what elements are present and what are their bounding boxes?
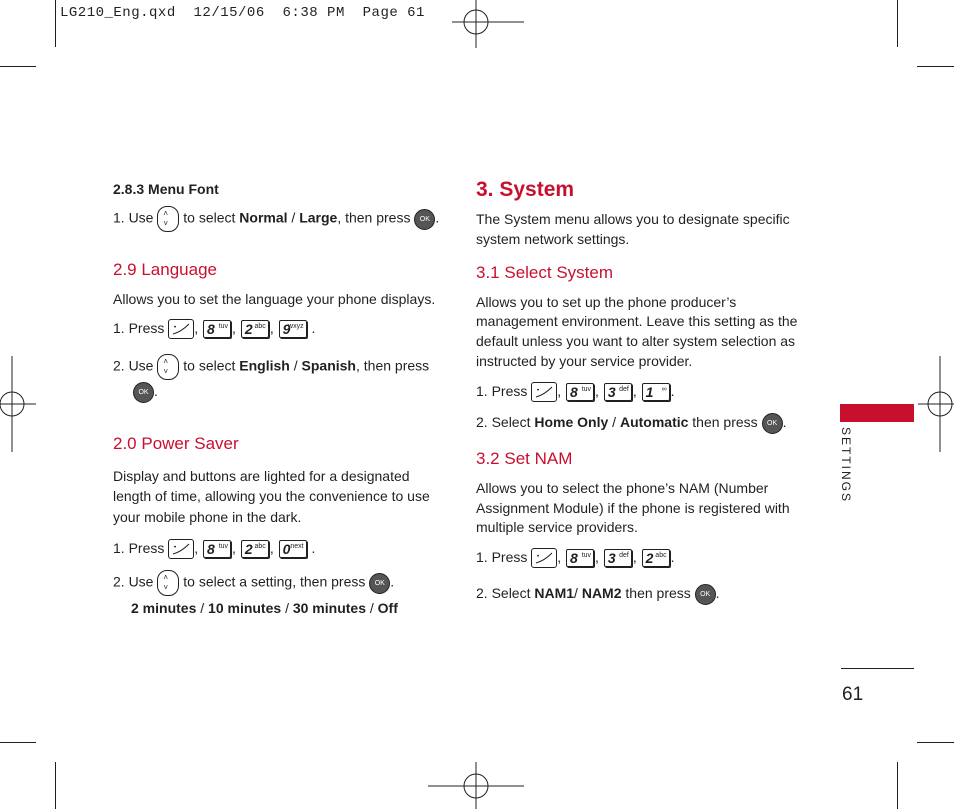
power-saver-step-2: 2. Use ˄ ˅ to select a setting, then press OK . (113, 570, 394, 596)
select-system-step-1: 1. Press • , 8 tuv , 3 def , 1 ∞ . (476, 383, 675, 401)
registration-mark (428, 762, 524, 809)
menu-font-title: 2.8.3 Menu Font (113, 181, 219, 197)
crop-mark (55, 0, 56, 47)
menu-font-step-1: 1. Use ˄ ˅ to select Normal / Large, then press OK . (113, 206, 439, 232)
crop-mark (897, 0, 898, 47)
language-step-2: 2. Use ˄ ˅ to select English / Spanish, then press (113, 354, 429, 380)
registration-mark (0, 356, 36, 452)
ok-key-icon: OK (133, 382, 154, 403)
set-nam-step-1: 1. Press • , 8 tuv , 3 def , 2 abc . (476, 549, 675, 567)
key-3-icon: 3 def (604, 383, 632, 401)
crop-mark (0, 66, 36, 67)
svg-text:•: • (537, 388, 540, 395)
select-system-step-2: 2. Select Home Only / Automatic then press OK . (476, 412, 786, 434)
system-description-2: system network settings. (476, 231, 630, 247)
select-system-description-1: Allows you to set up the phone producer’s (476, 294, 737, 310)
key-8-icon: 8 tuv (203, 320, 231, 338)
key-8-icon: 8 tuv (566, 383, 594, 401)
key-3-icon: 3 def (604, 549, 632, 567)
set-nam-description-1: Allows you to select the phone’s NAM (Number (476, 480, 769, 496)
ok-key-icon: OK (762, 413, 783, 434)
page-number: 61 (842, 684, 864, 705)
file-header: LG210_Eng.qxd 12/15/06 6:38 PM Page 61 (60, 5, 425, 21)
registration-mark (918, 356, 954, 452)
svg-text:•: • (174, 325, 177, 332)
select-system-description-2: management environment. Leave this setting as the (476, 313, 798, 329)
section-label: SETTINGS (839, 426, 853, 503)
ok-key-icon: OK (369, 573, 390, 594)
registration-mark (452, 0, 524, 48)
select-system-description-3: default unless you want to alter system selection as (476, 333, 796, 349)
crop-mark (917, 66, 954, 67)
menu-softkey-icon (168, 319, 194, 339)
ok-key-icon: OK (414, 209, 435, 230)
key-1-voicemail-icon: 1 ∞ (642, 383, 670, 401)
system-heading: 3. System (476, 178, 575, 201)
language-step-1: 1. Press • , 8 tuv , 2 abc , 9 wxyz . (113, 320, 316, 338)
power-saver-description-1: Display and buttons are lighted for a designated (113, 468, 410, 484)
power-saver-step-1: 1. Press • , 8 tuv , 2 abc , 0 next . (113, 540, 316, 558)
navigation-key-icon: ˄ ˅ (157, 354, 179, 380)
set-nam-description-3: multiple service providers. (476, 519, 638, 535)
system-description-1: The System menu allows you to designate specific (476, 211, 790, 227)
crop-mark (0, 742, 36, 743)
key-9-icon: 9 wxyz (279, 320, 307, 338)
set-nam-step-2: 2. Select NAM1/ NAM2 then press OK . (476, 583, 720, 605)
svg-text:•: • (174, 545, 177, 552)
set-nam-description-2: Assignment Module) if the phone is registered with (476, 500, 790, 516)
select-system-heading: 3.1 Select System (476, 263, 614, 282)
page-number-rule (841, 668, 914, 669)
power-saver-description-3: your mobile phone in the dark. (113, 509, 302, 525)
key-8-icon: 8 tuv (203, 540, 231, 558)
ok-key-icon: OK (695, 584, 716, 605)
select-system-description-4: instructed by your service provider. (476, 353, 693, 369)
power-saver-description-2: length of time, allowing you the convenience to use (113, 488, 430, 504)
power-saver-options: 2 minutes / 10 minutes / 30 minutes / Off (131, 600, 398, 616)
menu-softkey-icon (531, 548, 557, 568)
key-2-icon: 2 abc (642, 549, 670, 567)
navigation-key-icon: ˄ ˅ (157, 206, 179, 232)
svg-text:•: • (537, 554, 540, 561)
key-2-icon: 2 abc (241, 540, 269, 558)
crop-mark (897, 762, 898, 809)
menu-softkey-icon (168, 539, 194, 559)
crop-mark (917, 742, 954, 743)
power-saver-heading: 2.0 Power Saver (113, 434, 239, 453)
language-heading: 2.9 Language (113, 260, 217, 279)
menu-softkey-icon (531, 382, 557, 402)
language-description: Allows you to set the language your phone displays. (113, 291, 436, 307)
crop-mark (55, 762, 56, 809)
set-nam-heading: 3.2 Set NAM (476, 449, 573, 468)
key-8-icon: 8 tuv (566, 549, 594, 567)
navigation-key-icon: ˄ ˅ (157, 570, 179, 596)
key-0-icon: 0 next (279, 540, 307, 558)
language-step-2-cont: OK . (133, 381, 158, 403)
key-2-icon: 2 abc (241, 320, 269, 338)
